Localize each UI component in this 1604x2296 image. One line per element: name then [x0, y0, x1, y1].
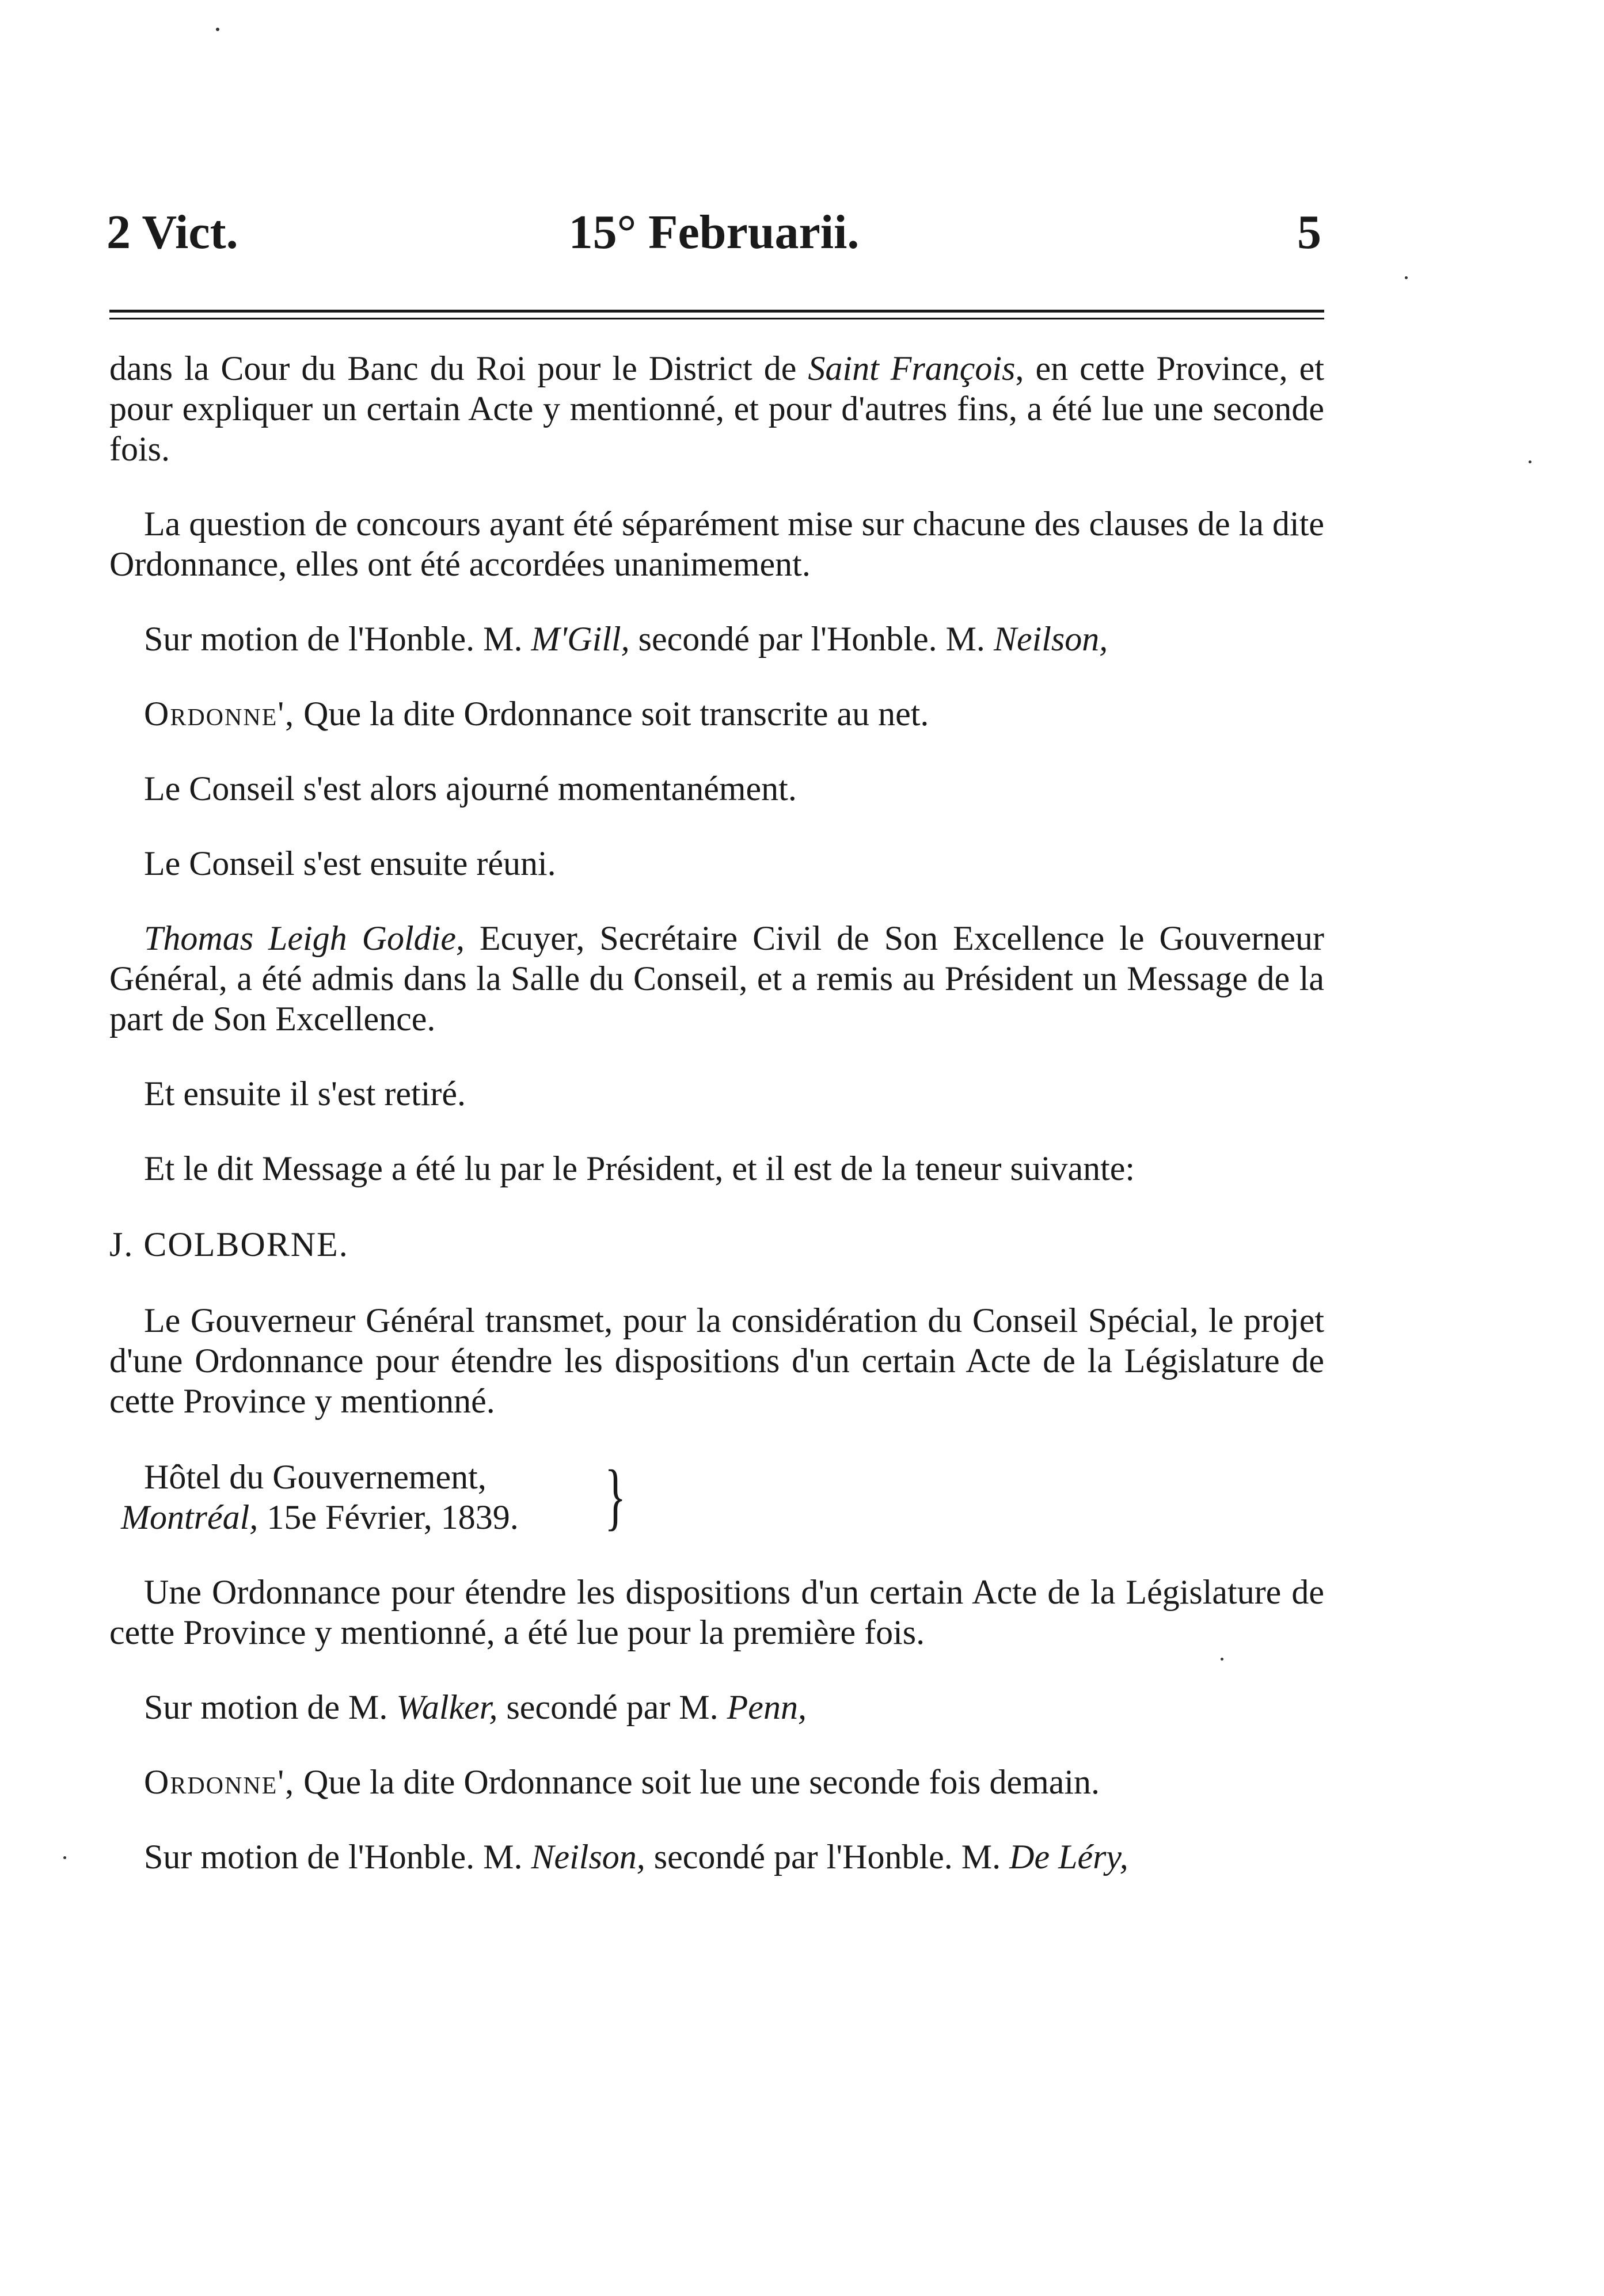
paragraph-concurrence: La question de concours ayant été séparément mise sur chacune des clauses de la dite Ordonnance, elles ont été accordées unanimement.	[109, 505, 1324, 583]
paragraph-first-reading: Une Ordonnance pour étendre les dispositions d'un certain Acte de la Législature de cette Province y mentionné, a été lue pour la première fois.	[109, 1573, 1324, 1651]
paragraph-text: Que la dite Ordonnance soit transcrite au net.	[295, 695, 929, 733]
paragraph-order-1	[109, 694, 1324, 734]
secretary-name: Thomas Leigh Goldie,	[144, 919, 465, 957]
paragraph-motion-1	[109, 619, 1324, 659]
paragraph-text: secondé par l'Honble. M.	[645, 1838, 1010, 1876]
mover-name: Neilson,	[531, 1838, 645, 1876]
scan-speck	[1405, 276, 1408, 279]
page-body	[109, 348, 1324, 1877]
order-keyword: Ordonne',	[144, 1763, 295, 1801]
seconder-name: Penn,	[727, 1688, 807, 1726]
paragraph-text: secondé par l'Honble. M.	[629, 620, 994, 658]
paragraph-adjourned: Le Conseil s'est alors ajourné momentanément.	[144, 770, 797, 808]
header-regnal-year: 2 Vict.	[107, 205, 238, 259]
seconder-name: Neilson,	[993, 620, 1108, 658]
seconder-name: De Léry,	[1009, 1838, 1128, 1876]
scan-speck	[1529, 460, 1531, 463]
paragraph-text: Sur motion de l'Honble. M.	[144, 620, 531, 658]
dateline-place: Hôtel du Gouvernement,	[144, 1458, 486, 1496]
paragraph-text: , en cette Province, et pour expliquer un certain Acte y mentionné, et pour d'autres fins, a été lue une seconde fois.	[109, 349, 1324, 468]
paragraph-motion-2	[109, 1687, 1324, 1727]
dateline	[121, 1455, 662, 1538]
brace-glyph: }	[605, 1455, 626, 1538]
paragraph-text: Ecuyer, Secrétaire Civil de Son Excellence le Gouverneur Général, a été admis dans la Salle du Conseil, et a remis au Président un Message de la part de Son Excellence.	[109, 919, 1324, 1038]
place-name: Saint François	[808, 349, 1016, 387]
header-rule-thick	[109, 310, 1324, 313]
paragraph-secretary	[109, 918, 1324, 1039]
signature: J. COLBORNE.	[109, 1225, 349, 1263]
paragraph-text: Sur motion de l'Honble. M.	[144, 1838, 531, 1876]
paragraph-reunited: Le Conseil s'est ensuite réuni.	[144, 844, 556, 882]
running-header	[107, 204, 1321, 273]
paragraph-motion-3	[109, 1837, 1324, 1877]
header-date: 15° Februarii.	[568, 205, 860, 259]
paragraph-continuation	[109, 348, 1324, 469]
paragraph-text: Sur motion de M.	[144, 1688, 397, 1726]
dateline-date	[121, 1497, 519, 1537]
paragraph-text: secondé par M.	[497, 1688, 727, 1726]
dateline-day: 15e Février, 1839.	[258, 1498, 519, 1536]
scan-speck	[1221, 1658, 1223, 1661]
paragraph-order-2	[109, 1762, 1324, 1802]
scan-speck	[216, 28, 219, 31]
order-keyword: Ordonne',	[144, 695, 295, 733]
paragraph-withdrew: Et ensuite il s'est retiré.	[144, 1075, 466, 1113]
paragraph-governor-message: Le Gouverneur Général transmet, pour la considération du Conseil Spécial, le projet d'une Ordonnance pour étendre les dispositions d'un certain Acte de la Législature de cette Province y mentionné.	[109, 1301, 1324, 1420]
mover-name: Walker,	[396, 1688, 498, 1726]
mover-name: M'Gill,	[531, 620, 630, 658]
paragraph-message-read: Et le dit Message a été lu par le Président, et il est de la teneur suivante:	[144, 1149, 1135, 1187]
dateline-city: Montréal,	[121, 1498, 259, 1536]
scan-speck	[63, 1856, 66, 1859]
paragraph-text: Que la dite Ordonnance soit lue une seconde fois demain.	[295, 1763, 1100, 1801]
page-number: 5	[1297, 205, 1321, 259]
header-rule-thin	[109, 318, 1324, 319]
paragraph-text: dans la Cour du Banc du Roi pour le District de	[109, 349, 808, 387]
